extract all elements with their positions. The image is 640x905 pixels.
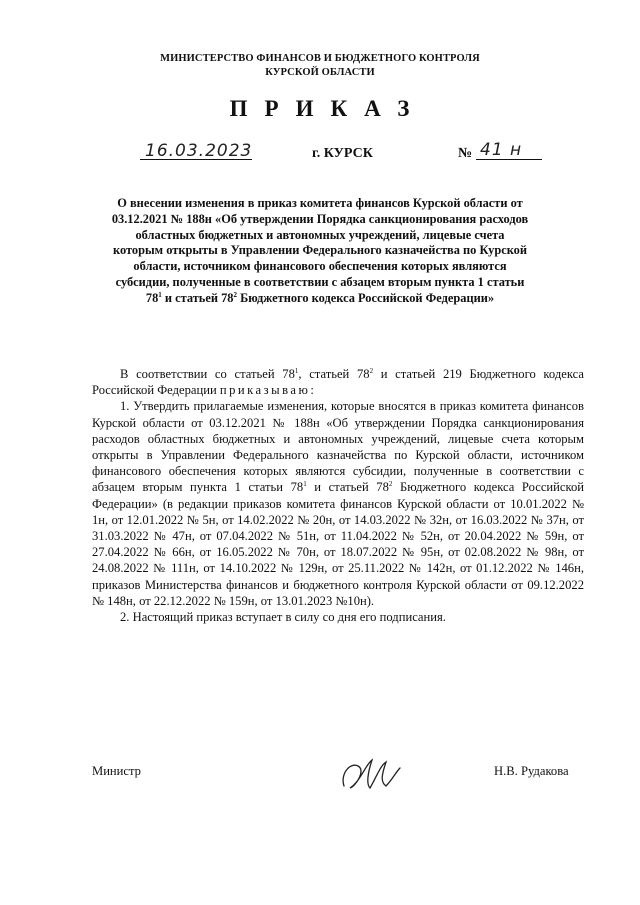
item-1-text-3: Бюджетного кодекса Российской Федерации» (в редакции приказов комитета финансов Курской области от 10.01.2022 № 1н, от 12.01.2022 № 5н, от 14.02.2022 № 20н, от 14.03.2022 № 32н, от 16.03.2022 № 37н, от 31.03.2022 № 47н, от 07.04.2022 № 51н, от 11.04.2022 № 52н, от 20.04.2022 № 59н, от 27.04.2022 № 66н, от 16.05.2022 № 70н, от 18.07.2022 № 95н, от 02.08.2022 № 98н, от 24.08.2022 № 111н, от 14.10.2022 № 129н, от 25.11.2022 № 142н, от 01.12.2022 № 146н, приказов Министерства финансов и бюджетного контроля Курской области от 09.12.2022 № 148н, от 22.12.2022 № 159н, от 13.01.2023 №10н).: [92, 480, 584, 608]
order-body: [92, 366, 584, 625]
ministry-header: [0, 52, 640, 80]
subject-sup-1: 1: [158, 290, 162, 299]
number-label: №: [458, 146, 473, 161]
item-2-paragraph: 2. Настоящий приказ вступает в силу со дня его подписания.: [120, 610, 446, 625]
preamble-sup-2: 2: [369, 367, 374, 375]
document-title: ПРИКАЗ: [229, 96, 427, 121]
subject-text-2: и статьей 78: [161, 290, 234, 305]
subject-text-3: Бюджетного кодекса Российской Федерации»: [236, 290, 495, 305]
item-1-paragraph: [92, 398, 584, 609]
subject-sup-2: 2: [233, 290, 237, 299]
order-number: 41 н: [480, 140, 523, 160]
order-date: 16.03.2023: [145, 141, 253, 161]
ministry-line-1: МИНИСТЕРСТВО ФИНАНСОВ И БЮДЖЕТНОГО КОНТРОЛЯ: [160, 53, 480, 64]
preamble-sup-1: 1: [294, 367, 299, 375]
preamble-text-1: В соответствии со статьей 78: [120, 367, 295, 381]
preamble-text-3: и статьей 219 Бюджетного кодекса Российской Федерации: [92, 367, 584, 398]
number-underline: [476, 159, 542, 160]
order-word: приказываю:: [219, 383, 317, 398]
ministry-line-2: КУРСКОЙ ОБЛАСТИ: [265, 67, 375, 78]
city: г. КУРСК: [312, 146, 373, 161]
signer-name: Н.В. Рудакова: [494, 764, 569, 778]
preamble-text-2: , статьей 78: [298, 367, 370, 381]
preamble-paragraph: [92, 366, 584, 398]
subject-text-1: О внесении изменения в приказ комитета финансов Курской области от 03.12.2021 № 188н «Об утверждении Порядка санкционирования расходов областных бюджетных и автономных учреждений, лицевые счета которым открыты в Управлении Федерального казначейства по Курской области, источником финансового обеспечения которых являются субсидии, полученные в соответствии с абзацем вторым пункта 1 статьи 78: [111, 196, 529, 305]
item-1-sup-1: 1: [303, 480, 307, 489]
date-underline: [140, 159, 252, 160]
signer-position: Министр: [92, 764, 141, 778]
item-1-text-2: и статьей 78: [306, 480, 389, 495]
item-1-sup-2: 2: [388, 480, 393, 489]
order-subject: [110, 196, 530, 307]
item-1-text-1: 1. Утвердить прилагаемые изменения, которые вносятся в приказ комитета финансов Курской области от 03.12.2021 № 188н «Об утверждении Порядка санкционирования расходов областных бюджетных и автономных учреждений, лицевые счета которым открыты в Управлении Федерального казначейства по Курской области, источником финансового обеспечения которых являются субсидии, полученные в соответствии с абзацем вторым пункта 1 статьи 78: [92, 399, 584, 495]
handwritten-signature: [336, 752, 406, 796]
